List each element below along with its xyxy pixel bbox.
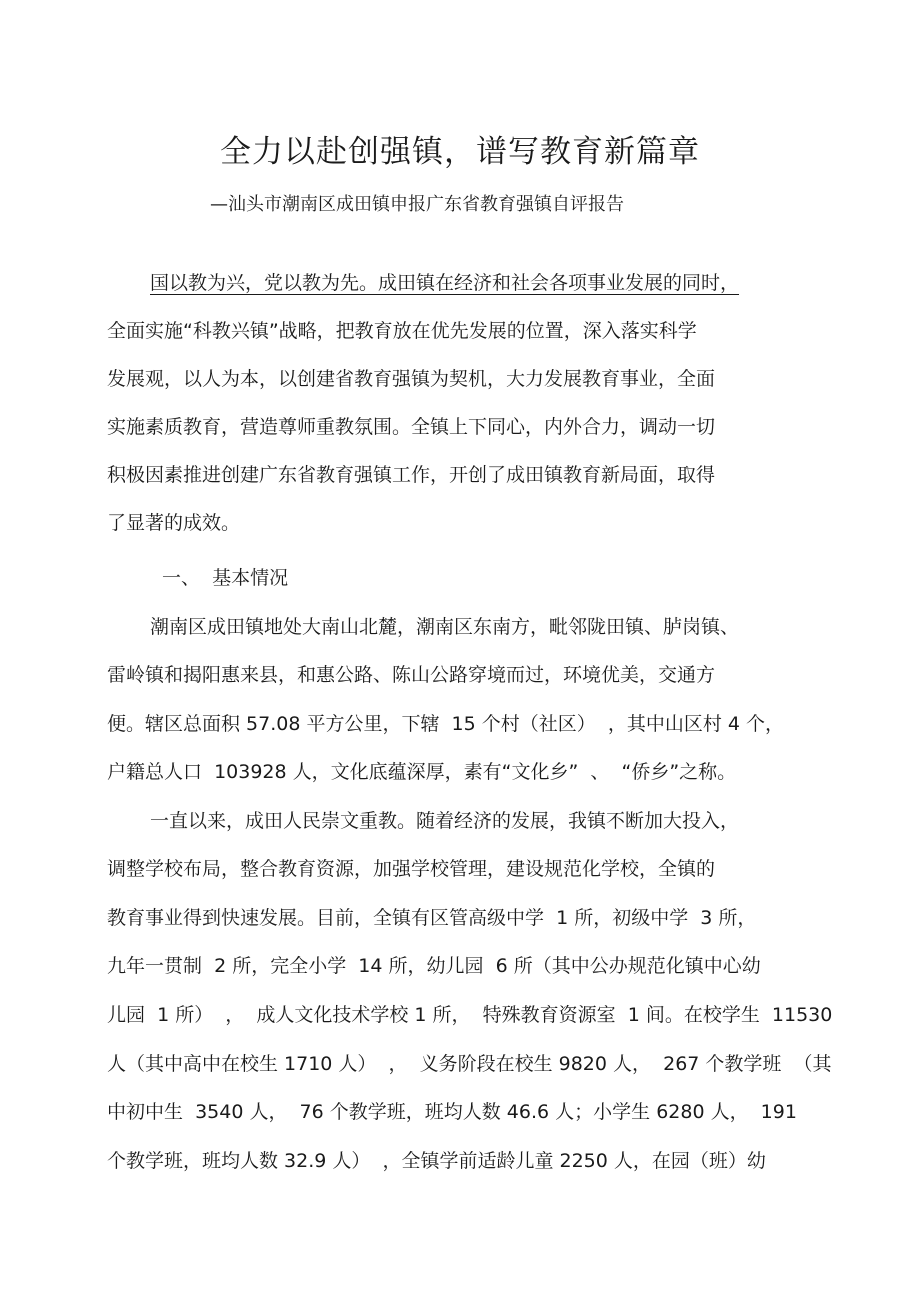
paragraph-line: 实施素质教育，营造尊师重教氛围。全镇上下同心，内外合力，调动一切 [107, 416, 716, 438]
paragraph-line: 便。辖区总面积 57.08 平方公里，下辖 15 个村（社区） ，其中山区村 4 个， [107, 713, 785, 735]
paragraph-line: 九年一贯制 2 所，完全小学 14 所，幼儿园 6 所（其中公办规范化镇中心幼 [107, 955, 761, 977]
paragraph-line: 全面实施“科教兴镇”战略，把教育放在优先发展的位置，深入落实科学 [107, 320, 697, 342]
paragraph-line: 国以教为兴，党以教为先。成田镇在经济和社会各项事业发展的同时， [150, 272, 740, 294]
paragraph-line: 教育事业得到快速发展。目前，全镇有区管高级中学 1 所，初级中学 3 所， [107, 907, 757, 929]
paragraph-line: 潮南区成田镇地处大南山北麓，潮南区东南方，毗邻陇田镇、胪岗镇、 [150, 616, 740, 638]
paragraph-line: 一直以来，成田人民崇文重教。随着经济的发展，我镇不断加大投入， [150, 810, 740, 832]
paragraph-line: 了显著的成效。 [107, 512, 241, 534]
section-heading: 一、 基本情况 [162, 567, 289, 589]
paragraph-line: 个教学班，班均人数 32.9 人） ，全镇学前适龄儿童 2250 人，在园（班）幼 [107, 1150, 766, 1172]
paragraph-line: 发展观，以人为本，以创建省教育强镇为契机，大力发展教育事业，全面 [107, 368, 716, 390]
paragraph-line: 雷岭镇和揭阳惠来县，和惠公路、陈山公路穿境而过，环境优美，交通方 [107, 664, 716, 686]
paragraph-line: 调整学校布局，整合教育资源，加强学校管理，建设规范化学校，全镇的 [107, 858, 716, 880]
paragraph-line: 中初中生 3540 人， 76 个教学班，班均人数 46.6 人；小学生 6280 人， 191 [107, 1101, 797, 1123]
paragraph-line: 积极因素推进创建广东省教育强镇工作，开创了成田镇教育新局面，取得 [107, 464, 716, 486]
paragraph-line: 人（其中高中在校生 1710 人） ， 义务阶段在校生 9820 人， 267 个教学班 （其 [107, 1053, 832, 1075]
document-title: 全力以赴创强镇，谱写教育新篇章 [220, 134, 700, 170]
paragraph-line: 儿园 1 所） ， 成人文化技术学校 1 所， 特殊教育资源室 1 间。在校学生 11530 [107, 1004, 833, 1026]
paragraph-line: 户籍总人口 103928 人，文化底蕴深厚，素有“文化乡” 、 “侨乡”之称。 [107, 761, 737, 783]
document-subtitle: —汕头市潮南区成田镇申报广东省教育强镇自评报告 [210, 194, 624, 215]
